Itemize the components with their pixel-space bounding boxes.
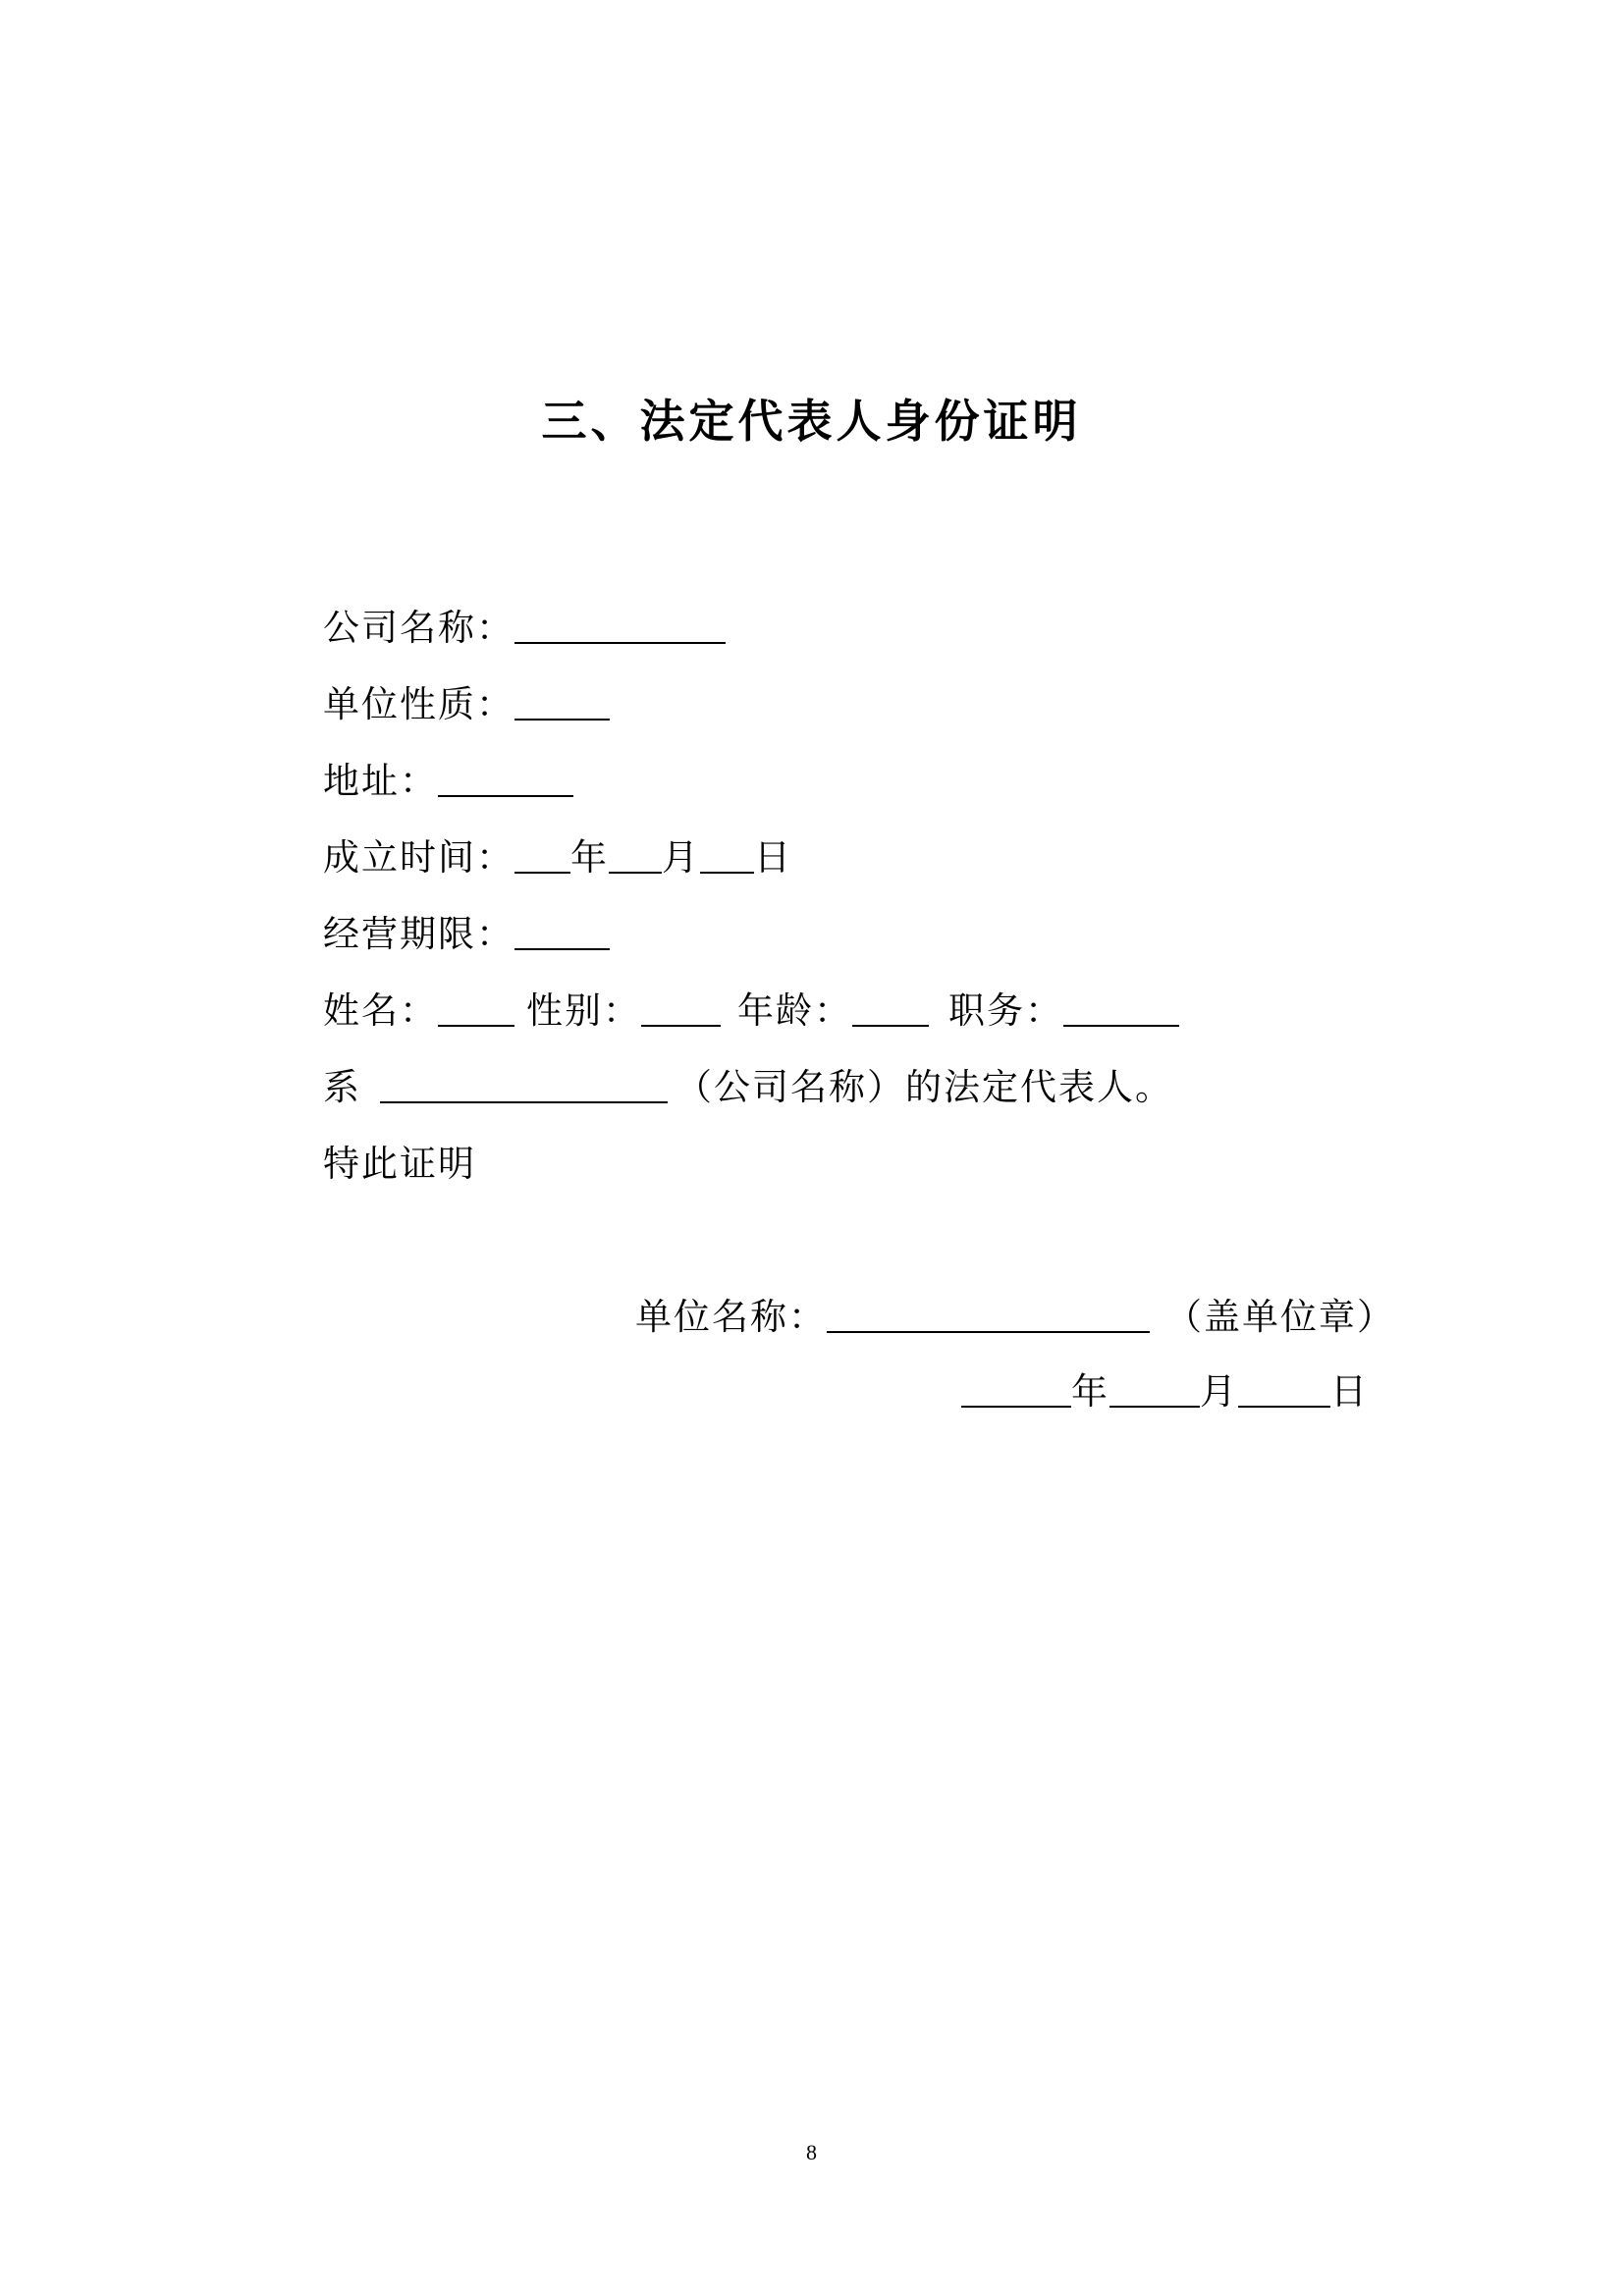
form-line-company-name <box>323 590 726 667</box>
document-title: 三、法定代表人身份证明 <box>541 395 1082 448</box>
signature-unit-name-blank <box>827 1302 1150 1333</box>
address-label: 地址： <box>323 760 438 802</box>
name-blank <box>438 995 514 1027</box>
position-blank <box>1063 995 1179 1027</box>
established-month-blank <box>609 842 662 874</box>
certify-line <box>323 1126 476 1202</box>
business-term-label: 经营期限： <box>323 913 514 955</box>
signature-month-blank <box>1109 1376 1200 1408</box>
page-number: 8 <box>806 2140 817 2164</box>
age-blank <box>852 995 929 1027</box>
certify-text: 特此证明 <box>323 1143 476 1185</box>
signature-day-unit: 日 <box>1330 1370 1369 1413</box>
established-year-blank <box>514 842 570 874</box>
form-line-person-info <box>323 973 1179 1049</box>
gender-label: 性别： <box>526 989 641 1032</box>
signature-unit-line <box>635 1279 1395 1356</box>
unit-nature-blank <box>514 689 610 721</box>
age-label: 年龄： <box>737 989 852 1032</box>
statement-suffix: （公司名称）的法定代表人。 <box>676 1066 1173 1108</box>
established-label: 成立时间： <box>323 836 514 879</box>
signature-day-blank <box>1238 1376 1330 1408</box>
form-line-established-date <box>323 820 792 896</box>
unit-nature-label: 单位性质： <box>323 683 514 725</box>
signature-date-line <box>961 1354 1369 1430</box>
signature-year-blank <box>961 1376 1071 1408</box>
established-day-unit: 日 <box>754 836 792 879</box>
company-name-blank <box>514 613 726 644</box>
gender-blank <box>641 995 721 1027</box>
company-name-label: 公司名称： <box>323 607 514 649</box>
statement-company-blank <box>380 1072 668 1103</box>
established-month-unit: 月 <box>662 836 700 879</box>
form-line-unit-nature <box>323 667 610 743</box>
address-blank <box>438 766 573 797</box>
established-year-unit: 年 <box>570 836 609 879</box>
established-day-blank <box>700 842 754 874</box>
name-label: 姓名： <box>323 989 438 1032</box>
seal-note: （盖单位章） <box>1165 1296 1395 1338</box>
statement-prefix: 系 <box>323 1066 361 1108</box>
position-label: 职务： <box>948 989 1063 1032</box>
signature-year-unit: 年 <box>1071 1370 1109 1413</box>
business-term-blank <box>514 919 610 950</box>
signature-month-unit: 月 <box>1200 1370 1238 1413</box>
form-line-representative-statement <box>323 1049 1173 1126</box>
form-line-business-term <box>323 896 610 973</box>
form-line-address <box>323 743 573 820</box>
signature-unit-name-label: 单位名称： <box>635 1296 827 1338</box>
